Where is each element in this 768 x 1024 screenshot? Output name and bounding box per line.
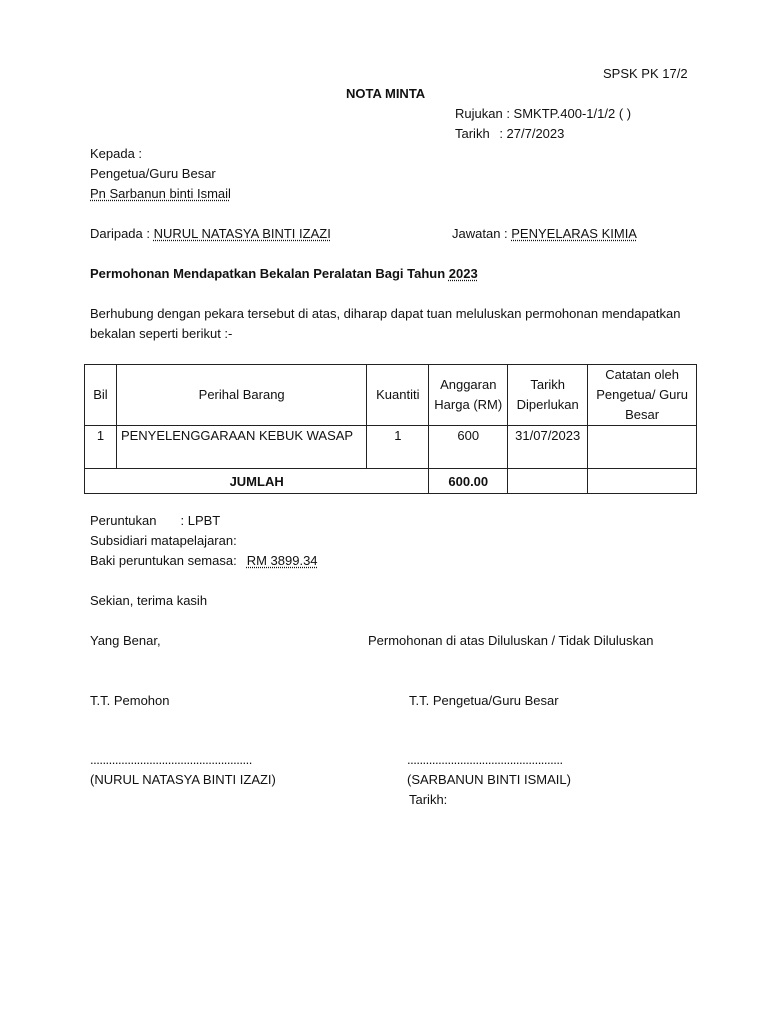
- total-empty-date: [508, 469, 588, 494]
- balance-label: Baki peruntukan semasa:: [90, 553, 237, 568]
- applicant-signature-label: T.T. Pemohon: [90, 693, 170, 708]
- allocation-value: : LPBT: [180, 513, 221, 528]
- cell-qty: 1: [367, 426, 429, 469]
- balance-value: RM 3899.34: [246, 553, 318, 568]
- body-paragraph: Berhubung dengan pekara tersebut di atas, diharap dapat tuan meluluskan permohonan mendapatkan bekalan seperti berikut :-: [90, 306, 681, 341]
- principal-signature-label: T.T. Pengetua/Guru Besar: [409, 693, 559, 708]
- table-total-row: [85, 469, 697, 494]
- total-label: JUMLAH: [85, 469, 429, 494]
- header-price: [429, 365, 508, 426]
- header-notes: [588, 365, 697, 426]
- subject-year: 2023: [448, 266, 478, 281]
- approval-date-label: Tarikh:: [409, 792, 448, 807]
- approval-text: Permohonan di atas Diluluskan / Tidak Diluluskan: [368, 633, 654, 648]
- header-item: Perihal Barang: [116, 365, 366, 426]
- header-date-line2: Diperlukan: [516, 397, 579, 412]
- total-value: 600.00: [429, 469, 508, 494]
- from-line: [90, 226, 331, 241]
- date-line: [455, 126, 564, 141]
- header-date-line1: Tarikh: [530, 377, 566, 392]
- position-line: [452, 226, 637, 241]
- reference-label: Rujukan: [455, 106, 503, 121]
- header-price-line2: Harga (RM): [434, 397, 503, 412]
- from-name: NURUL NATASYA BINTI IZAZI: [153, 226, 331, 241]
- from-label: Daripada :: [90, 226, 154, 241]
- table-header-row: [85, 365, 697, 426]
- header-bil: Bil: [85, 365, 117, 426]
- header-notes-line1: Catatan oleh: [605, 367, 679, 382]
- reference-line: [455, 106, 631, 121]
- header-notes-line2: Pengetua/ Guru: [596, 387, 688, 402]
- table-row: [85, 426, 697, 469]
- reference-value: : SMKTP.400-1/1/2 ( ): [506, 106, 632, 121]
- subject-line: [90, 266, 478, 281]
- thanks-text: Sekian, terima kasih: [90, 593, 208, 608]
- subject-text: Permohonan Mendapatkan Bekalan Peralatan Bagi Tahun: [90, 266, 449, 281]
- header-notes-line3: Besar: [625, 407, 660, 422]
- request-table: [84, 364, 697, 494]
- principal-name: (SARBANUN BINTI ISMAIL): [407, 772, 571, 787]
- cell-notes: [588, 426, 697, 469]
- principal-signature-dots: ..................................................: [407, 752, 563, 767]
- date-label: Tarikh: [455, 126, 490, 141]
- document-title: NOTA MINTA: [346, 86, 426, 101]
- form-code: SPSK PK 17/2: [603, 66, 688, 81]
- total-empty-notes: [588, 469, 697, 494]
- to-label: Kepada :: [90, 146, 143, 161]
- cell-bil: 1: [85, 426, 117, 469]
- header-date: [508, 365, 588, 426]
- cell-item: PENYELENGGARAAN KEBUK WASAP: [116, 426, 366, 469]
- allocation-line: [90, 513, 220, 528]
- applicant-name: (NURUL NATASYA BINTI IZAZI): [90, 772, 276, 787]
- position-value: PENYELARAS KIMIA: [511, 226, 637, 241]
- header-price-line1: Anggaran: [440, 377, 497, 392]
- date-value: : 27/7/2023: [499, 126, 565, 141]
- recipient-name: Pn Sarbanun binti Ismail: [90, 186, 231, 201]
- position-label: Jawatan :: [452, 226, 512, 241]
- balance-line: [90, 553, 318, 568]
- subsidiary-label: Subsidiari matapelajaran:: [90, 533, 237, 548]
- recipient-position: Pengetua/Guru Besar: [90, 166, 216, 181]
- cell-price: 600: [429, 426, 508, 469]
- applicant-signature-dots: ....................................................: [90, 752, 252, 767]
- cell-date: 31/07/2023: [508, 426, 588, 469]
- header-qty: Kuantiti: [367, 365, 429, 426]
- allocation-label: Peruntukan: [90, 513, 157, 528]
- sincerely-text: Yang Benar,: [90, 633, 161, 648]
